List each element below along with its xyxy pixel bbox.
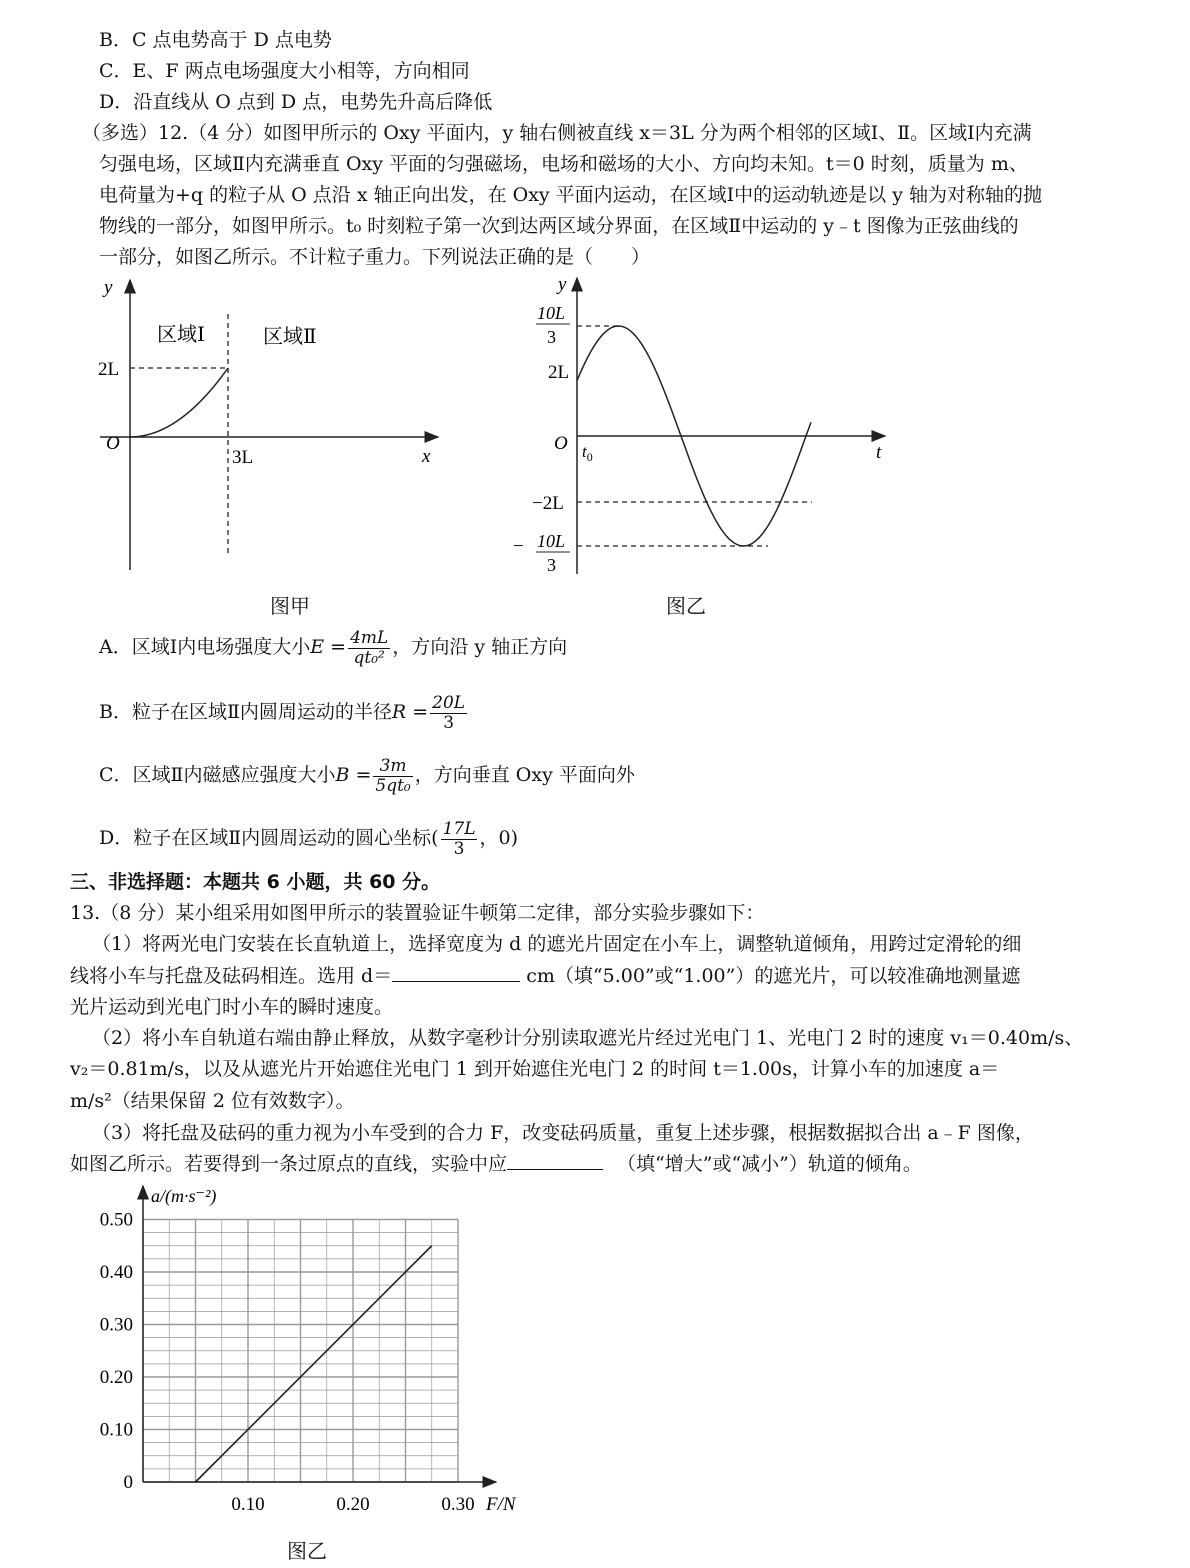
q12-stem-line1: （多选）12.（4 分）如图甲所示的 Oxy 平面内，y 轴右侧被直线 x＝3L 分为两个相邻的区域Ⅰ、Ⅱ。区域Ⅰ内充满 xyxy=(82,122,1032,144)
t-label: t xyxy=(876,442,882,463)
q13-p1-line2: 线将小车与托盘及砝码相连。选用 d＝ cm（填“5.00”或“1.00”）的遮光片，可以较准确地测量遮 xyxy=(70,965,1021,987)
q13-p2-line1: （2）将小车自轨道右端由静止释放，从数字毫秒计分别读取遮光片经过光电门 1、光电门 2 时的速度 v₁＝0.40m/s、 xyxy=(92,1027,1084,1049)
q13-chart-caption: 图乙 xyxy=(287,1539,327,1563)
tick-neg-10l-3-minus: − xyxy=(513,536,524,557)
chart-x-tick-label: 0.20 xyxy=(336,1494,370,1515)
figure-jia-caption: 图甲 xyxy=(270,594,310,618)
x-label: x xyxy=(422,446,431,467)
tick-neg-10l-3-den: 3 xyxy=(547,555,556,575)
answer-blank-d[interactable] xyxy=(392,963,520,982)
tick-10l-3-den: 3 xyxy=(547,327,556,347)
q13-p1-line3: 光片运动到光电门时小车的瞬时速度。 xyxy=(70,996,394,1018)
chart-y-tick-label: 0 xyxy=(123,1472,133,1493)
y-label: y xyxy=(558,274,567,295)
figure-yi-caption: 图乙 xyxy=(666,594,706,618)
tick-2l: 2L xyxy=(98,359,120,380)
q13-p3-line2: 如图乙所示。若要得到一条过原点的直线，实验中应 （填“增大”或“减小”）轨道的倾角。 xyxy=(70,1153,922,1175)
q12-option-c: C．区域Ⅱ内磁感应强度大小B = $\frac{3m}{\text{5qt₀}}$ ，方向垂直 Oxy 平面向外 xyxy=(99,755,635,796)
q13-p3-line1: （3）将托盘及砝码的重力视为小车受到的合力 F，改变砝码质量，重复上述步骤，根据数据拟合出 a﹣F 图像， xyxy=(92,1122,1034,1144)
q11-option-b: B．C 点电势高于 D 点电势 xyxy=(99,29,332,51)
q12-stem-line5: 一部分，如图乙所示。不计粒子重力。下列说法正确的是（ ） xyxy=(99,246,651,268)
q13-p2-line2: v₂＝0.81m/s，以及从遮光片开始遮住光电门 1 到开始遮住光电门 2 的时间 t＝1.00s，计算小车的加速度 a＝ xyxy=(70,1058,1000,1080)
chart-x-tick-label: 0.10 xyxy=(231,1494,265,1515)
q12-stem-line4: 物线的一部分，如图甲所示。t₀ 时刻粒子第一次到达两区域分界面，在区域Ⅱ中运动的 y﹣t 图像为正弦曲线的 xyxy=(99,215,1019,237)
tick-neg-2l: −2L xyxy=(532,493,564,514)
section-3-heading: 三、非选择题：本题共 6 小题，共 60 分。 xyxy=(70,871,441,893)
q11-option-c: C．E、F 两点电场强度大小相等，方向相同 xyxy=(99,60,470,82)
parabola-trajectory xyxy=(130,368,228,437)
chart-y-tick-label: 0.20 xyxy=(99,1367,133,1388)
chart-y-tick-label: 0.30 xyxy=(99,1314,133,1336)
q11-option-d: D．沿直线从 O 点到 D 点，电势先升高后降低 xyxy=(99,91,493,113)
q12-option-b: B．粒子在区域Ⅱ内圆周运动的半径R = $\frac{20L}{3}$ xyxy=(99,692,466,733)
region-2-label: 区域Ⅱ xyxy=(263,326,317,348)
q12-stem-line3: 电荷量为+q 的粒子从 O 点沿 x 轴正向出发，在 Oxy 平面内运动，在区域Ⅰ中的运动轨迹是以 y 轴为对称轴的抛 xyxy=(99,184,1042,206)
chart-y-axis-label: a/(m·s⁻²) xyxy=(151,1186,217,1206)
t0-label: $t_0$ xyxy=(582,442,593,464)
chart-grid xyxy=(143,1220,458,1483)
tick-2l: 2L xyxy=(548,362,570,383)
a-f-chart xyxy=(88,1180,548,1540)
q12-option-d: D．粒子在区域Ⅱ内圆周运动的圆心坐标( $\frac{17L}{3}$ ，0) xyxy=(99,818,518,859)
chart-x-axis-label: F/N xyxy=(486,1494,516,1515)
tick-3l: 3L xyxy=(232,447,254,468)
q13-p1-line1: （1）将两光电门安装在长直轨道上，选择宽度为 d 的遮光片固定在小车上，调整轨道倾角，用跨过定滑轮的细 xyxy=(92,933,1022,955)
region-1-label: 区域Ⅰ xyxy=(157,324,205,346)
figure-yi xyxy=(500,268,900,583)
tick-neg-10l-3-num: 10L xyxy=(537,531,566,551)
origin-label: O xyxy=(106,433,120,454)
q13-p2-line3: m/s²（结果保留 2 位有效数字）。 xyxy=(70,1090,355,1112)
q12-stem-line2: 匀强电场，区域Ⅱ内充满垂直 Oxy 平面的匀强磁场，电场和磁场的大小、方向均未知。t＝0 时刻，质量为 m、 xyxy=(99,153,1028,175)
y-label: y xyxy=(104,277,113,298)
q12-option-a: A．区域Ⅰ内电场强度大小E = $\frac{4mL}{\text{qt₀²}}$ ，方向沿 y 轴正方向 xyxy=(99,627,568,668)
chart-y-tick-label: 0.10 xyxy=(99,1419,133,1441)
origin-label: O xyxy=(554,433,568,454)
q13-title: 13.（8 分）某小组采用如图甲所示的装置验证牛顿第二定律，部分实验步骤如下： xyxy=(70,902,765,924)
chart-y-tick-label: 0.50 xyxy=(99,1209,133,1231)
chart-y-tick-label: 0.40 xyxy=(99,1262,133,1283)
chart-x-tick-label: 0.30 xyxy=(441,1494,475,1515)
tick-10l-3-num: 10L xyxy=(537,303,566,323)
figure-jia xyxy=(90,272,460,582)
answer-blank-angle[interactable] xyxy=(507,1151,603,1170)
